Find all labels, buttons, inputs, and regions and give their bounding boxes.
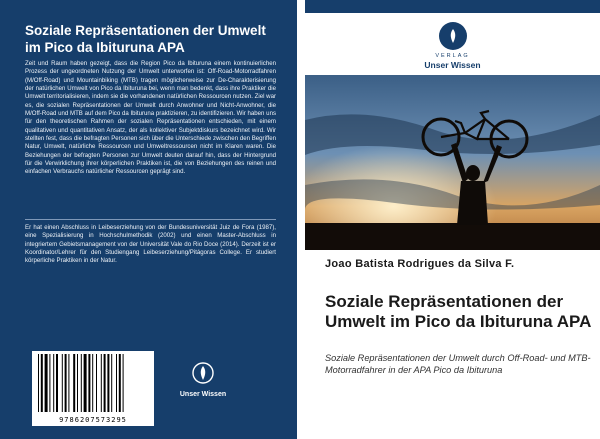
front-cover [305, 0, 600, 439]
publisher-logo-icon [192, 362, 214, 384]
author-bio: Er hat einen Abschluss in Leibeserziehung von der Bundesuniversität Juiz de Fora (1987), eine Spezialisierung in Hochschulmethodik (2002) und einen Master-Abschluss in integriertem Gebietsmanagement von der Universität Vale do Rio Doce (2014). Derzeit ist er Koordinator/Lehrer für den Studiengang Leibeserziehung/Pitágoras College. Er studiert körperliche Praktiken in der Natur. [25, 224, 276, 265]
barcode [32, 351, 154, 426]
front-top-bar [305, 0, 600, 13]
book-description: Zeit und Raum haben gezeigt, dass die Region Pico da Ibituruna einem kontinuierlichen Prozess der ungeordneten Nutzung der Umwelt unterworfen ist: Off-Road-Motorradfahren (M/Off-Road) und Mountainbiking (MTB) tragen möglicherweise zur De-Charakterisierung der natürlichen Umwelt von Pico da Ibituruna bei, wenn man bedenkt, dass ihre Praktiker die Umwelt territorialisieren, indem sie die vorhandenen natürlichen Ressourcen nutzen. Ziel war es, die sozialen Repräsentationen der Umwelt durch Anwohner und Nicht-Anwohner, die M/Off-Road und MTB auf dem Pico da Ibituruna praktizieren, zu identifizieren. Wir haben uns für den theoretischen Rahmen der sozialen Repräsentationen entschieden, mit einem qualitativen und quantitativen Ansatz, der als kollektiver Subjektdiskurs bezeichnet wird. Wir stellten fest, dass die befragten Personen sich über die Unterschiede zwischen den Begriffen Natur, Umwelt, natürliche Ressourcen und Umweltressourcen nicht im Klaren waren. Die Beziehungen der befragten Personen zur Umwelt deuten darauf hin, dass der Hintergrund für die Verwirklichung ihrer körperlichen Praktiken ist, die von Beziehungen des reinen und einfachen Verbrauchs natürlicher Ressourcen geprägt sind. [25, 60, 276, 176]
back-cover-title: Soziale Repräsentationen der Umwelt im Pico da Ibituruna APA [25, 23, 266, 55]
divider [25, 219, 276, 220]
book-title: Soziale Repräsentationen der Umwelt im Pico da Ibituruna APA [325, 292, 592, 331]
cover-photo [305, 75, 600, 250]
book-subtitle: Soziale Repräsentationen der Umwelt durch Off-Road- und MTB-Motorradfahrer in der APA Pico da Ibituruna [325, 353, 591, 375]
publisher-logo-icon [439, 22, 467, 50]
back-cover [0, 0, 297, 439]
back-publisher-logo [168, 362, 238, 398]
front-publisher-logo [410, 22, 495, 70]
barcode-bars [36, 354, 150, 414]
isbn-number: 9786207573295 [59, 416, 127, 424]
publisher-verlag-label: VERLAG [435, 53, 470, 59]
front-publisher-name: Unser Wissen [424, 60, 481, 70]
author-name: Joao Batista Rodrigues da Silva F. [325, 258, 515, 270]
back-publisher-name: Unser Wissen [179, 391, 227, 398]
